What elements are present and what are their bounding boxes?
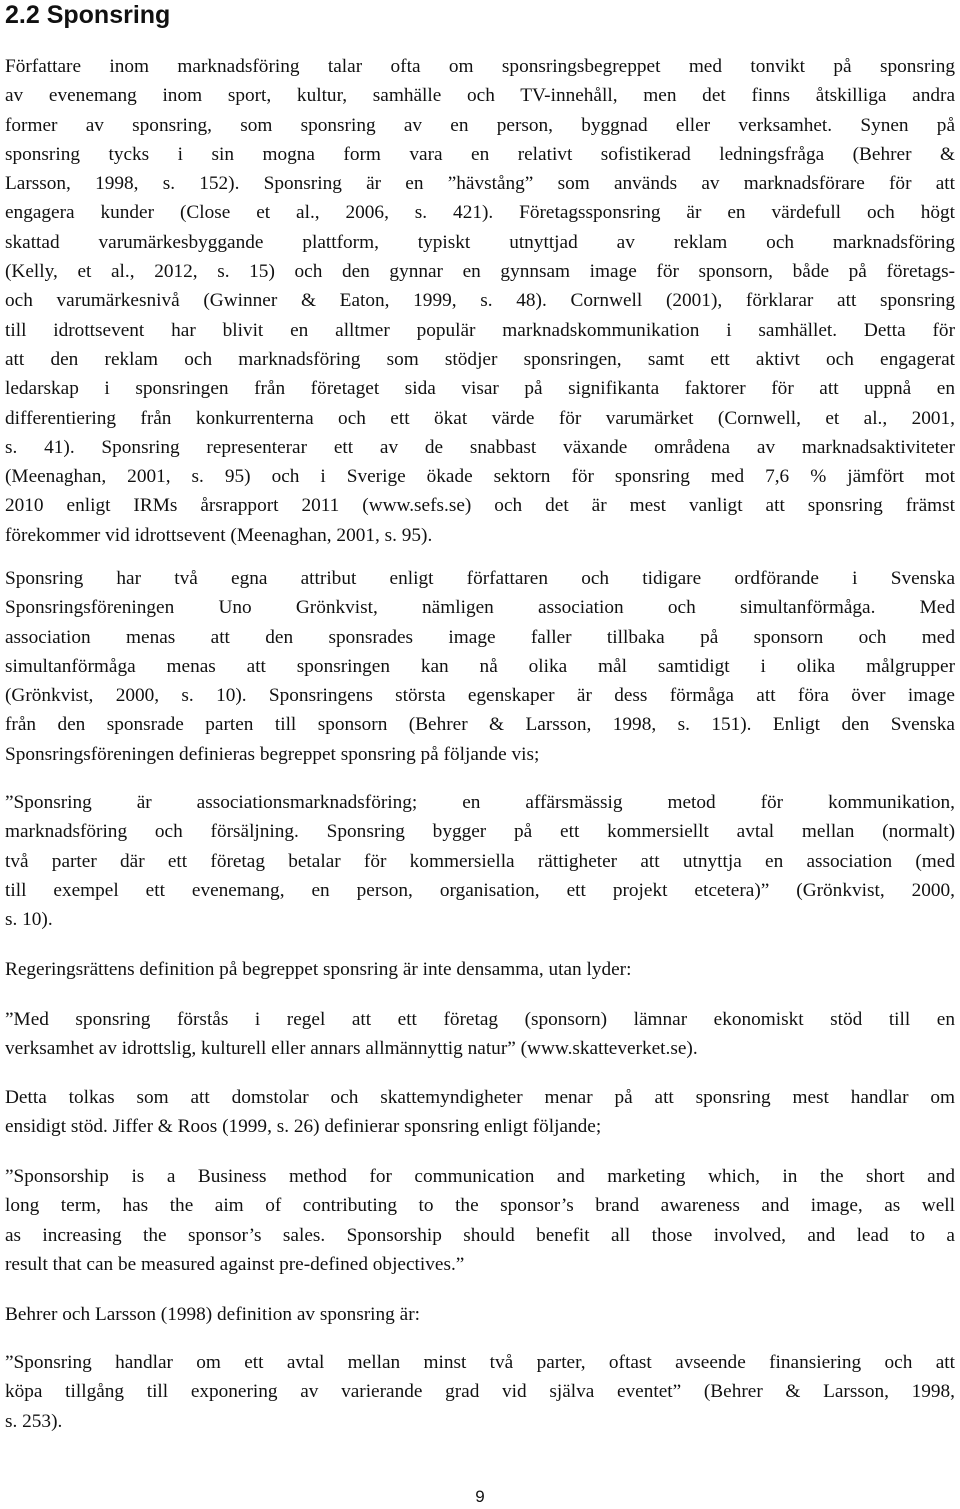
text-line: ”Sponsring handlar om ett avtal mellan minst två parter, oftast avseende finansiering och att [5, 1352, 955, 1373]
text-line: till exempel ett evenemang, en person, organisation, ett projekt etcetera)” (Grönkvist, 2000, [5, 879, 955, 901]
text-line: ”Sponsring är associationsmarknadsföring; en affärsmässig metod för kommunikation, [5, 792, 955, 813]
text-line: två parter där ett företag betalar för kommersiella rättigheter att utnyttja en association (med [5, 850, 955, 872]
text-line: s. 253). [5, 1410, 63, 1432]
text-line: Sponsringsföreningen definieras begreppet sponsring på följande vis; [5, 743, 540, 765]
text-line: köpa tillgång till exponering av varierande grad vid själva eventet” (Behrer & Larsson, 1998, [5, 1381, 955, 1403]
text-line: Larsson, 1998, s. 152). Sponsring är en ”hävstång” som används av marknadsförare för att [5, 173, 955, 195]
text-line: simultanförmåga menas att sponsringen kan nå olika mål samtidigt i olika målgrupper [5, 655, 955, 677]
text-line: från den sponsrade parten till sponsorn (Behrer & Larsson, 1998, s. 151). Enligt den Svenska [5, 714, 955, 736]
text-line: och varumärkesnivå (Gwinner & Eaton, 1999, s. 48). Cornwell (2001), förklarar att sponsring [5, 290, 955, 312]
text-line: verksamhet av idrottslig, kulturell eller annars allmännyttig natur” (www.skatteverket.se). [5, 1038, 698, 1060]
quote-sponsringsforeningen [5, 788, 955, 934]
section-title: Sponsring [46, 1, 171, 29]
text-line: förekommer vid idrottsevent (Meenaghan, 2001, s. 95). [5, 524, 433, 546]
quote-jiffer-roos [5, 1162, 955, 1279]
text-line: marknadsföring och försäljning. Sponsring bygger på ett kommersiellt avtal mellan (normalt) [5, 821, 955, 843]
quote-regeringsratten [5, 1005, 955, 1064]
quote-behrer-larsson [5, 1348, 955, 1436]
text-line: av evenemang inom sport, kultur, samhälle och TV-innehåll, men det finns åtskilliga andra [5, 85, 955, 107]
text-line: ledarskap i sponsringen från företaget sida visar på signifikanta faktorer för att uppnå en [5, 378, 955, 400]
text-line: association menas att den sponsrades image faller tillbaka på sponsorn och med [5, 626, 955, 648]
text-line: att den reklam och marknadsföring som stödjer sponsringen, samt ett aktivt och engagerat [5, 348, 955, 370]
paragraph-4 [5, 1083, 955, 1142]
text-line: 2010 enligt IRMs årsrapport 2011 (www.sefs.se) och det är mest vanligt att sponsring främst [5, 495, 955, 517]
text-line: sponsring tycks i sin mogna form vara en relativt sofistikerad ledningsfråga (Behrer & [5, 143, 955, 165]
text-line: skattad varumärkesbyggande plattform, typiskt utnyttjad av reklam och marknadsföring [5, 231, 955, 253]
text-line: Författare inom marknadsföring talar ofta om sponsringsbegreppet med tonvikt på sponsring [5, 56, 955, 77]
text-line: Sponsring har två egna attribut enligt författaren och tidigare ordförande i Svenska [5, 568, 955, 589]
text-line: s. 10). [5, 909, 53, 931]
text-line: Behrer och Larsson (1998) definition av sponsring är: [5, 1304, 420, 1325]
text-line: long term, has the aim of contributing to the sponsor’s brand awareness and image, as well [5, 1195, 955, 1217]
paragraph-3 [5, 955, 955, 984]
text-line: engagera kunder (Close et al., 2006, s. 421). Företagssponsring är en värdefull och högt [5, 202, 955, 224]
paragraph-2 [5, 564, 955, 769]
text-line: Sponsringsföreningen Uno Grönkvist, nämligen association och simultanförmåga. Med [5, 597, 955, 619]
section-number: 2.2 [5, 1, 40, 29]
text-line: (Meenaghan, 2001, s. 95) och i Sverige ökade sektorn för sponsring med 7,6 % jämfört mot [5, 466, 955, 488]
text-line: s. 41). Sponsring representerar ett av de snabbast växande områdena av marknadsaktiviteter [5, 436, 955, 458]
page-number: 9 [475, 1487, 485, 1506]
text-line: result that can be measured against pre-defined objectives.” [5, 1253, 465, 1275]
text-line: ”Sponsorship is a Business method for communication and marketing which, in the short and [5, 1166, 955, 1187]
text-line: (Kelly, et al., 2012, s. 15) och den gynnar en gynnsam image för sponsorn, både på företags- [5, 261, 955, 283]
paragraph-1 [5, 52, 955, 550]
text-line: ensidigt stöd. Jiffer & Roos (1999, s. 26) definierar sponsring enligt följande; [5, 1116, 602, 1138]
text-line: Regeringsrättens definition på begreppet sponsring är inte densamma, utan lyder: [5, 959, 632, 980]
text-line: till idrottsevent har blivit en alltmer populär marknadskommunikation i samhället. Detta för [5, 319, 955, 341]
section-heading [5, 0, 170, 30]
text-line: (Grönkvist, 2000, s. 10). Sponsringens största egenskaper är dess förmåga att föra över image [5, 685, 955, 707]
text-line: former av sponsring, som sponsring av en person, byggnad eller verksamhet. Synen på [5, 114, 955, 136]
text-line: differentiering från konkurrenterna och ett ökat värde för varumärket (Cornwell, et al., 2001, [5, 407, 955, 429]
text-line: ”Med sponsring förstås i regel att ett företag (sponsorn) lämnar ekonomiskt stöd till en [5, 1009, 955, 1030]
text-line: as increasing the sponsor’s sales. Sponsorship should benefit all those involved, and lead to a [5, 1224, 955, 1246]
paragraph-5 [5, 1300, 955, 1329]
text-line: Detta tolkas som att domstolar och skattemyndigheter menar på att sponsring mest handlar om [5, 1087, 955, 1108]
